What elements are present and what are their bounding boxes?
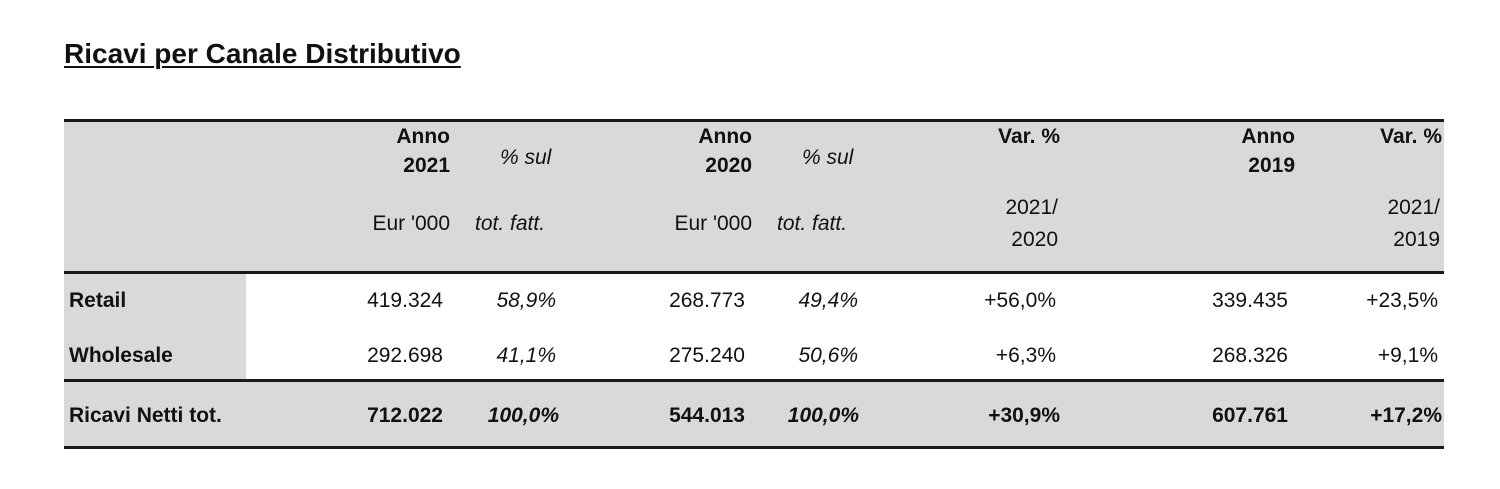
header-sul-2021: % sul (500, 146, 552, 169)
header-ratio-2021-2020-top: 2021/ (1005, 196, 1058, 219)
page-title: Ricavi per Canale Distributivo (64, 38, 461, 69)
header-year-2021: 2021 (403, 154, 450, 177)
row-label-total: Ricavi Netti tot. (69, 404, 222, 427)
top-rule (64, 119, 1444, 122)
retail-var-2021-2020: +56,0% (984, 289, 1056, 312)
total-value-2020: 544.013 (669, 404, 745, 427)
header-anno-2019: Anno (1241, 125, 1295, 148)
total-var-2021-2020: +30,9% (988, 404, 1060, 427)
wholesale-value-2021: 292.698 (367, 344, 443, 367)
header-var-2021-2020: Var. % (998, 125, 1060, 148)
header-sul-2020: % sul (802, 146, 854, 169)
wholesale-value-2020: 275.240 (669, 344, 745, 367)
header-totfatt-2020: tot. fatt. (777, 212, 848, 235)
header-ratio-2021-2019-bottom: 2019 (1393, 228, 1440, 251)
header-anno-2020: Anno (698, 125, 752, 148)
retail-pct-2021: 58,9% (496, 289, 556, 312)
total-var-2021-2019: +17,2% (1370, 404, 1442, 427)
wholesale-var-2021-2020: +6,3% (995, 344, 1056, 367)
wholesale-value-2019: 268.326 (1212, 344, 1288, 367)
wholesale-pct-2021: 41,1% (496, 344, 556, 367)
header-eur-2020: Eur '000 (674, 212, 752, 235)
total-value-2021: 712.022 (367, 404, 443, 427)
wholesale-var-2021-2019: +9,1% (1377, 344, 1438, 367)
header-ratio-2021-2020-bottom: 2020 (1011, 228, 1058, 251)
bottom-rule (64, 446, 1444, 449)
retail-value-2020: 268.773 (669, 289, 745, 312)
header-var-2021-2019: Var. % (1380, 125, 1442, 148)
header-eur-2021: Eur '000 (372, 212, 450, 235)
total-pct-2020: 100,0% (787, 404, 859, 427)
header-ratio-2021-2019-top: 2021/ (1387, 196, 1440, 219)
header-year-2019: 2019 (1248, 154, 1295, 177)
header-year-2020: 2020 (705, 154, 752, 177)
row-label-wholesale: Wholesale (69, 344, 173, 367)
retail-var-2021-2019: +23,5% (1366, 289, 1438, 312)
total-top-rule (64, 379, 1444, 382)
retail-value-2019: 339.435 (1212, 289, 1288, 312)
header-anno-2021: Anno (396, 125, 450, 148)
header-background (64, 122, 1444, 272)
wholesale-pct-2020: 50,6% (798, 344, 858, 367)
row-label-retail: Retail (69, 289, 127, 312)
total-value-2019: 607.761 (1212, 404, 1288, 427)
header-bottom-rule (64, 271, 1444, 274)
header-totfatt-2021: tot. fatt. (475, 212, 546, 235)
total-pct-2021: 100,0% (487, 404, 559, 427)
retail-value-2021: 419.324 (367, 289, 443, 312)
retail-pct-2020: 49,4% (798, 289, 858, 312)
